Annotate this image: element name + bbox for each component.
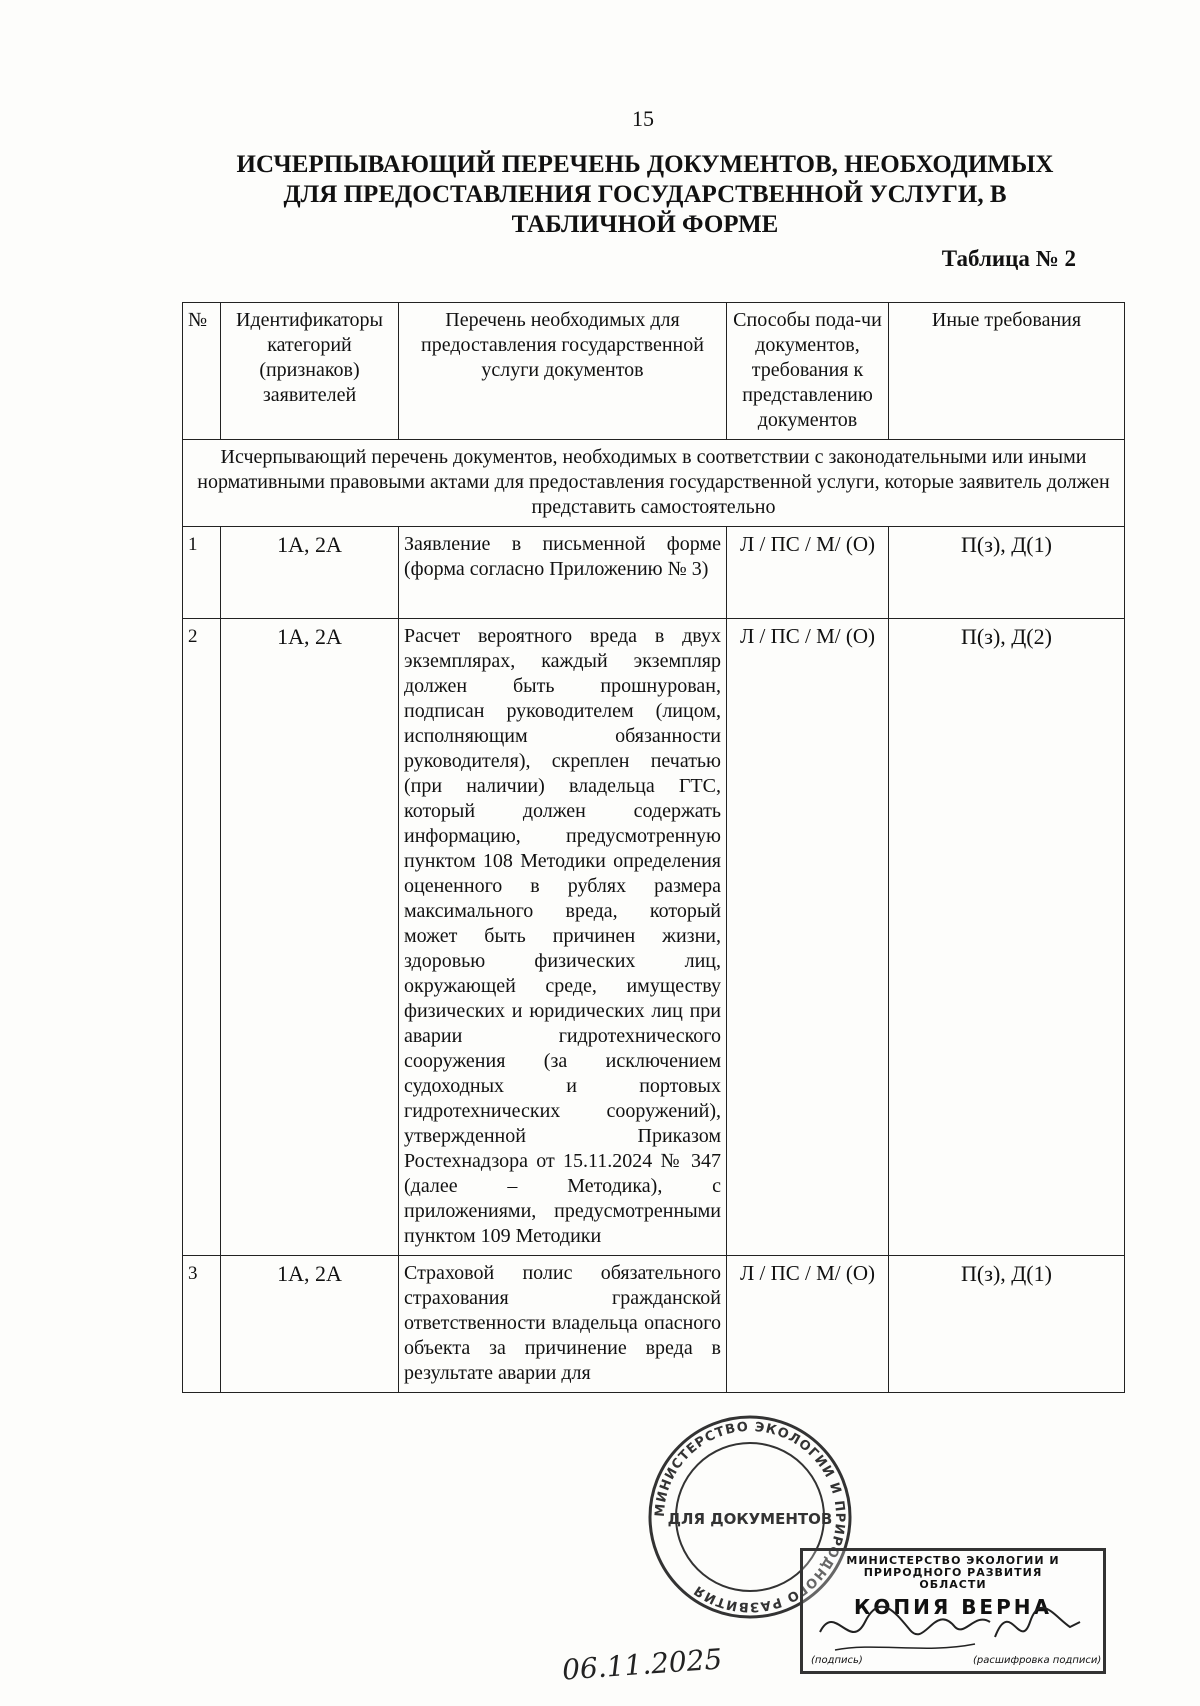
section-heading: Исчерпывающий перечень документов, необходимых в соответствии с законодательными или иными нормативными правовыми актами для предоставления государственной услуги, которые заявитель должен представить самостоятельно: [183, 440, 1125, 527]
row-number: 2: [183, 619, 221, 1256]
stamp-caption-sign: (подпись): [811, 1655, 863, 1666]
header-other: Иные требования: [889, 303, 1125, 440]
stamp-org: [803, 1555, 1103, 1591]
seal-ring-text: МИНИСТЕРСТВО ЭКОЛОГИИ И ПРИРОДНОГО РАЗВИТИЯ: [652, 1419, 848, 1615]
signature-icon: [815, 1592, 1085, 1662]
table-row: [183, 619, 1125, 1256]
row-submission: Л / ПС / М/ (О): [727, 1256, 889, 1393]
header-number: №: [183, 303, 221, 440]
row-number: 1: [183, 527, 221, 619]
row-other: П(з), Д(1): [889, 1256, 1125, 1393]
stamp-copy-text: КОПИЯ ВЕРНА: [854, 1595, 1052, 1619]
row-categories: 1А, 2А: [221, 527, 399, 619]
section-row: [183, 440, 1125, 527]
page-number: 15: [632, 106, 654, 131]
row-document: Страховой полис обязательного страхования гражданской ответственности владельца опасного объекта за причинение вреда в результате аварии для: [399, 1256, 727, 1393]
title-line-3: ТАБЛИЧНОЙ ФОРМЕ: [511, 211, 779, 238]
stamp-org-line-2: ПРИРОДНОГО РАЗВИТИЯ: [863, 1566, 1043, 1579]
header-documents: Перечень необходимых для предоставления государственной услуги документов: [399, 303, 727, 440]
stamp-caption-name: (расшифровка подписи): [973, 1655, 1102, 1666]
row-other: П(з), Д(1): [889, 527, 1125, 619]
table-row: [183, 527, 1125, 619]
row-document: Расчет вероятного вреда в двух экземплярах, каждый экземпляр должен быть прошнурован, подписан руководителем (лицом, исполняющим обязанности руководителя), скреплен печатью (при наличии) владельца ГТС, который должен содержать информацию, предусмотренную пунктом 108 Методики определения оцененного в рублях размера максимального вреда, который может быть причинен жизни, здоровью физических лиц, окружающей среде, имуществу физических и юридических лиц при аварии гидротехнического сооружения (за исключением судоходных и портовых гидротехнических сооружений), утвержденной Приказом Ростехнадзора от 15.11.2024 № 347 (далее – Методика), с приложениями, предусмотренными пунктом 109 Методики: [399, 619, 727, 1256]
table-row: [183, 1256, 1125, 1393]
table-label: Таблица № 2: [941, 246, 1076, 271]
seal-center-text: ДЛЯ ДОКУМЕНТОВ: [667, 1510, 833, 1528]
row-document: Заявление в письменной форме (форма согласно Приложению № 3): [399, 527, 727, 619]
stamp-org-line-3: ОБЛАСТИ: [919, 1578, 987, 1591]
row-other: П(з), Д(2): [889, 619, 1125, 1256]
row-categories: 1А, 2А: [221, 1256, 399, 1393]
header-categories: Идентификаторы категорий (признаков) заявителей: [221, 303, 399, 440]
documents-table: [182, 302, 1125, 1393]
title-line-1: ИСЧЕРПЫВАЮЩИЙ ПЕРЕЧЕНЬ ДОКУМЕНТОВ, НЕОБХОДИМЫХ: [236, 151, 1054, 178]
title-line-2: ДЛЯ ПРЕДОСТАВЛЕНИЯ ГОСУДАРСТВЕННОЙ УСЛУГИ, В: [283, 181, 1007, 208]
row-submission: Л / ПС / М/ (О): [727, 619, 889, 1256]
row-categories: 1А, 2А: [221, 619, 399, 1256]
table-header-row: [183, 303, 1125, 440]
document-title: [0, 150, 1200, 240]
header-submission: Способы пода-чи документов, требования к представлению документов: [727, 303, 889, 440]
stamp-org-line-1: МИНИСТЕРСТВО ЭКОЛОГИИ И: [846, 1554, 1060, 1567]
handwritten-date: 06.11.2025: [561, 1642, 724, 1687]
row-submission: Л / ПС / М/ (О): [727, 527, 889, 619]
row-number: 3: [183, 1256, 221, 1393]
